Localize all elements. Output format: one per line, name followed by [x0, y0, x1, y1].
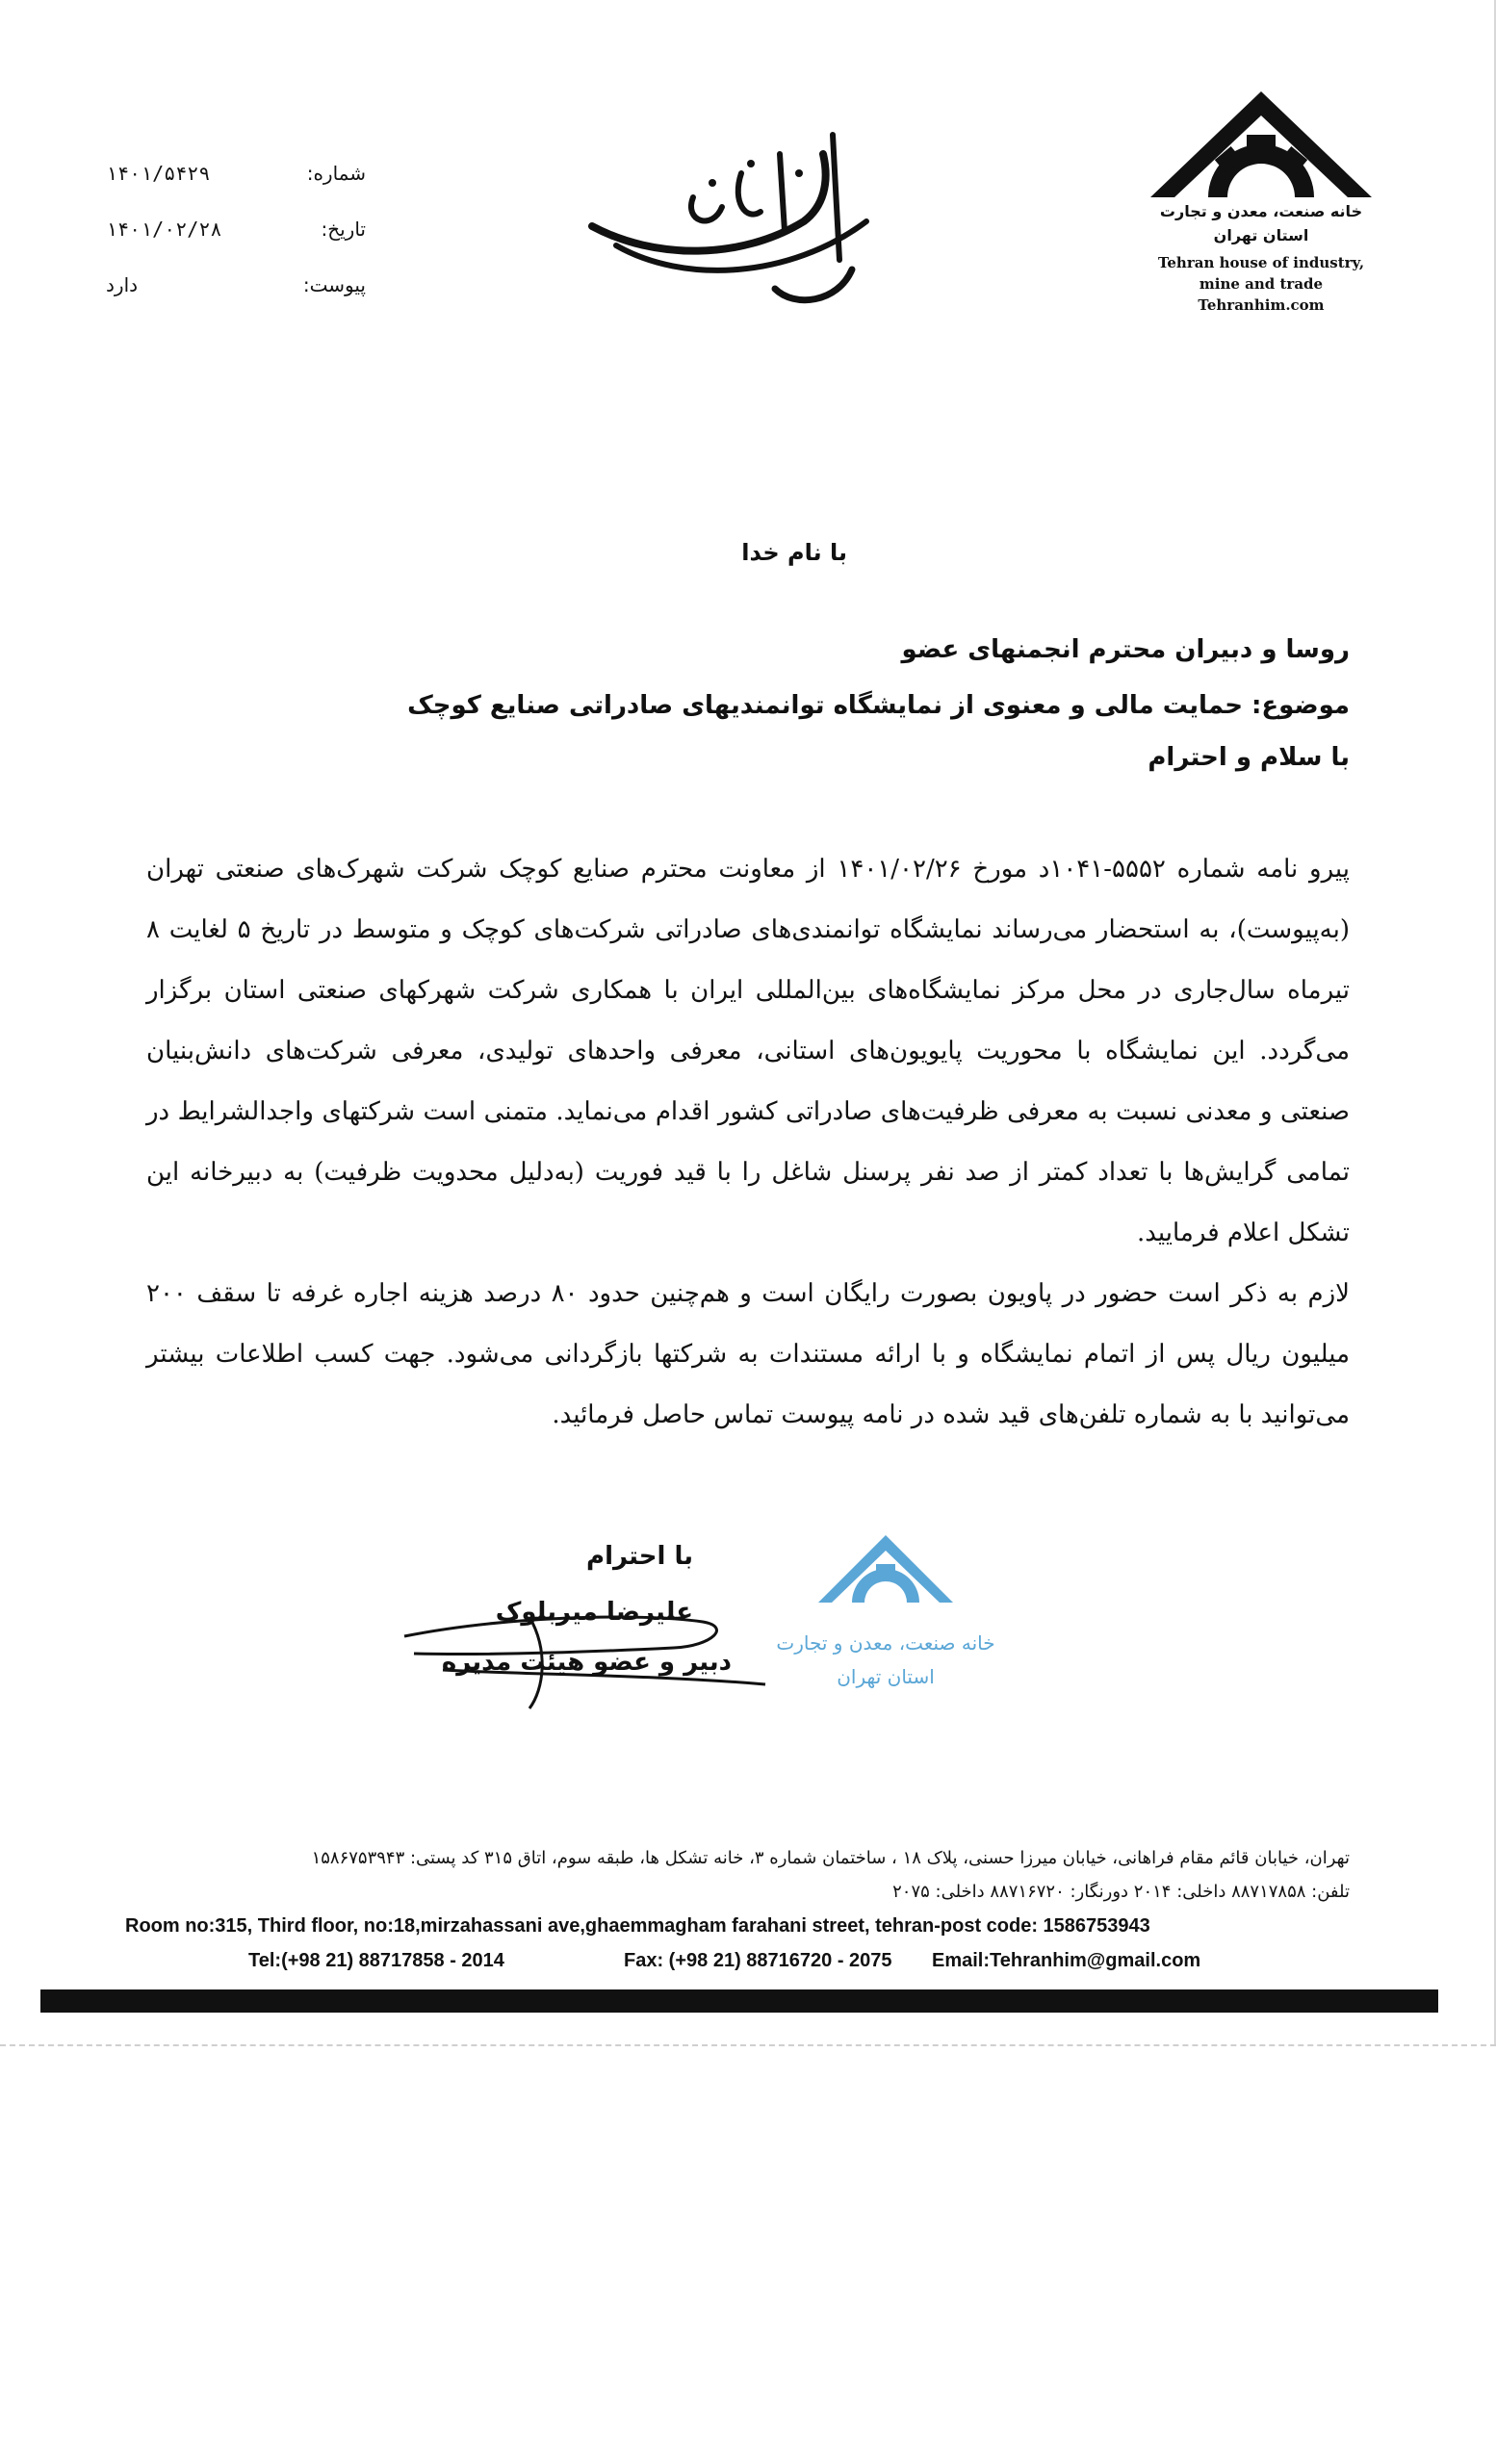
letter-greeting: با سلام و احترام — [1148, 743, 1350, 772]
body-paragraph-1: پیرو نامه شماره ۵۵۵۲-۱۰۴۱د مورخ ۱۴۰۱/۰۲/۲۶ از معاونت محترم صنایع کوچک شرکت شهرک‌های صنعتی تهران (به‌پیوست)، به استحضار می‌رساند نمایشگاه توانمندی‌های صادراتی شرکت‌های کوچک و متوسط در تاریخ ۵ لغایت ۸ تیرماه سال‌جاری در محل مرکز نمایشگاه‌های بین‌المللی ایران با همکاری شرکت شهرکهای صنعتی استان برگزار می‌گردد. این نمایشگاه با محوریت پایویون‌های استانی، معرفی واحدهای تولیدی، معرفی شرکت‌های دانش‌بنیان صنعتی و معدنی نسبت به معرفی ظرفیت‌های صادراتی کشور اقدام می‌نماید. متمنی است شرکتهای واجدالشرایط در تمامی گرایش‌ها با تعداد کمتر از صد نفر پرسنل شاغل را با قید فوریت (به‌دلیل محدویت ظرفیت) به دبیرخانه این تشکل اعلام فرمایید. — [146, 855, 1350, 1247]
org-website: Tehranhim.com — [1198, 296, 1325, 314]
signatory-name: علیرضا میربلوک — [495, 1598, 693, 1627]
org-name-en-line1: Tehran house of industry, — [1157, 254, 1365, 271]
letter-body — [146, 839, 1350, 1446]
org-name-en-line2: mine and trade — [1199, 275, 1324, 293]
stamp-line-1: خانه صنعت، معدن و تجارت — [776, 1631, 995, 1655]
attachment-value: دارد — [106, 273, 139, 296]
footer-contacts-en — [125, 1950, 1348, 1972]
handwritten-signature-icon — [385, 1578, 789, 1713]
org-name-fa: خانه صنعت، معدن و تجارت — [1159, 202, 1363, 220]
signatory-title: دبیر و عضو هیئت مدیره — [441, 1648, 732, 1677]
meta-number-row — [106, 162, 366, 218]
org-province-fa: استان تهران — [1213, 226, 1309, 244]
letter-addressee: روسا و دبیران محترم انجمنهای عضو — [901, 635, 1350, 664]
footer-email: Email:Tehranhim@gmail.com — [932, 1950, 1201, 1971]
letter-subject: موضوع: حمایت مالی و معنوی از نمایشگاه توانمندیهای صادراتی صنایع کوچک — [407, 691, 1350, 720]
footer-fax: Fax: (+98 21) 88716720 - 2075 — [624, 1950, 892, 1971]
stamp-line-2: استان تهران — [837, 1665, 935, 1688]
footer-phones-fa: تلفن: ۸۸۷۱۷۸۵۸ داخلی: ۲۰۱۴ دورنگار: ۸۸۷۱۶۷۲۰ داخلی: ۲۰۷۵ — [892, 1882, 1350, 1902]
meta-attachment-row — [106, 273, 366, 329]
meta-date-row — [106, 218, 366, 273]
footer-address-en: Room no:315, Third floor, no:18,mirzahassani ave,ghaemmagham farahani street, tehran-post code: 1586753943 — [125, 1915, 1150, 1937]
letter-meta — [106, 162, 366, 329]
body-paragraph-2: لازم به ذکر است حضور در پاویون بصورت رایگان است و هم‌چنین حدود ۸۰ درصد هزینه اجاره غرفه تا سقف ۲۰۰ میلیون ریال پس از اتمام نمایشگاه و با ارائه مستندات به شرکتها بازگردانی می‌شود. جهت کسب اطلاعات بیشتر می‌توانید با به شماره تلفن‌های قید شده در نامه پیوست تماس حاصل فرمائید. — [146, 1279, 1350, 1429]
slogan-calligraphy-icon — [578, 116, 895, 318]
footer-bar — [40, 1989, 1438, 2013]
footer-tel: Tel:(+98 21) 88717858 - 2014 — [248, 1950, 504, 1971]
date-value: ۱۴۰۱/۰۲/۲۸ — [106, 218, 222, 241]
number-value: ۱۴۰۱/۵۴۲۹ — [106, 162, 211, 185]
signature-regards: با احترام — [586, 1542, 693, 1571]
attachment-label: پیوست: — [302, 273, 366, 296]
org-logo-icon — [1150, 91, 1372, 212]
page-edge-divider — [0, 2039, 1496, 2046]
date-label: تاریخ: — [321, 218, 366, 241]
letter-opening: با نام خدا — [741, 539, 847, 566]
footer-address-fa: تهران، خیابان قائم مقام فراهانی، خیابان میرزا حسنی، پلاک ۱۸ ، ساختمان شماره ۳، خانه تشکل ها، طبقه سوم، اتاق ۳۱۵ کد پستی: ۱۵۸۶۷۵۳۹۴۳ — [311, 1848, 1350, 1868]
org-caption — [1136, 202, 1386, 316]
number-label: شماره: — [306, 162, 366, 185]
